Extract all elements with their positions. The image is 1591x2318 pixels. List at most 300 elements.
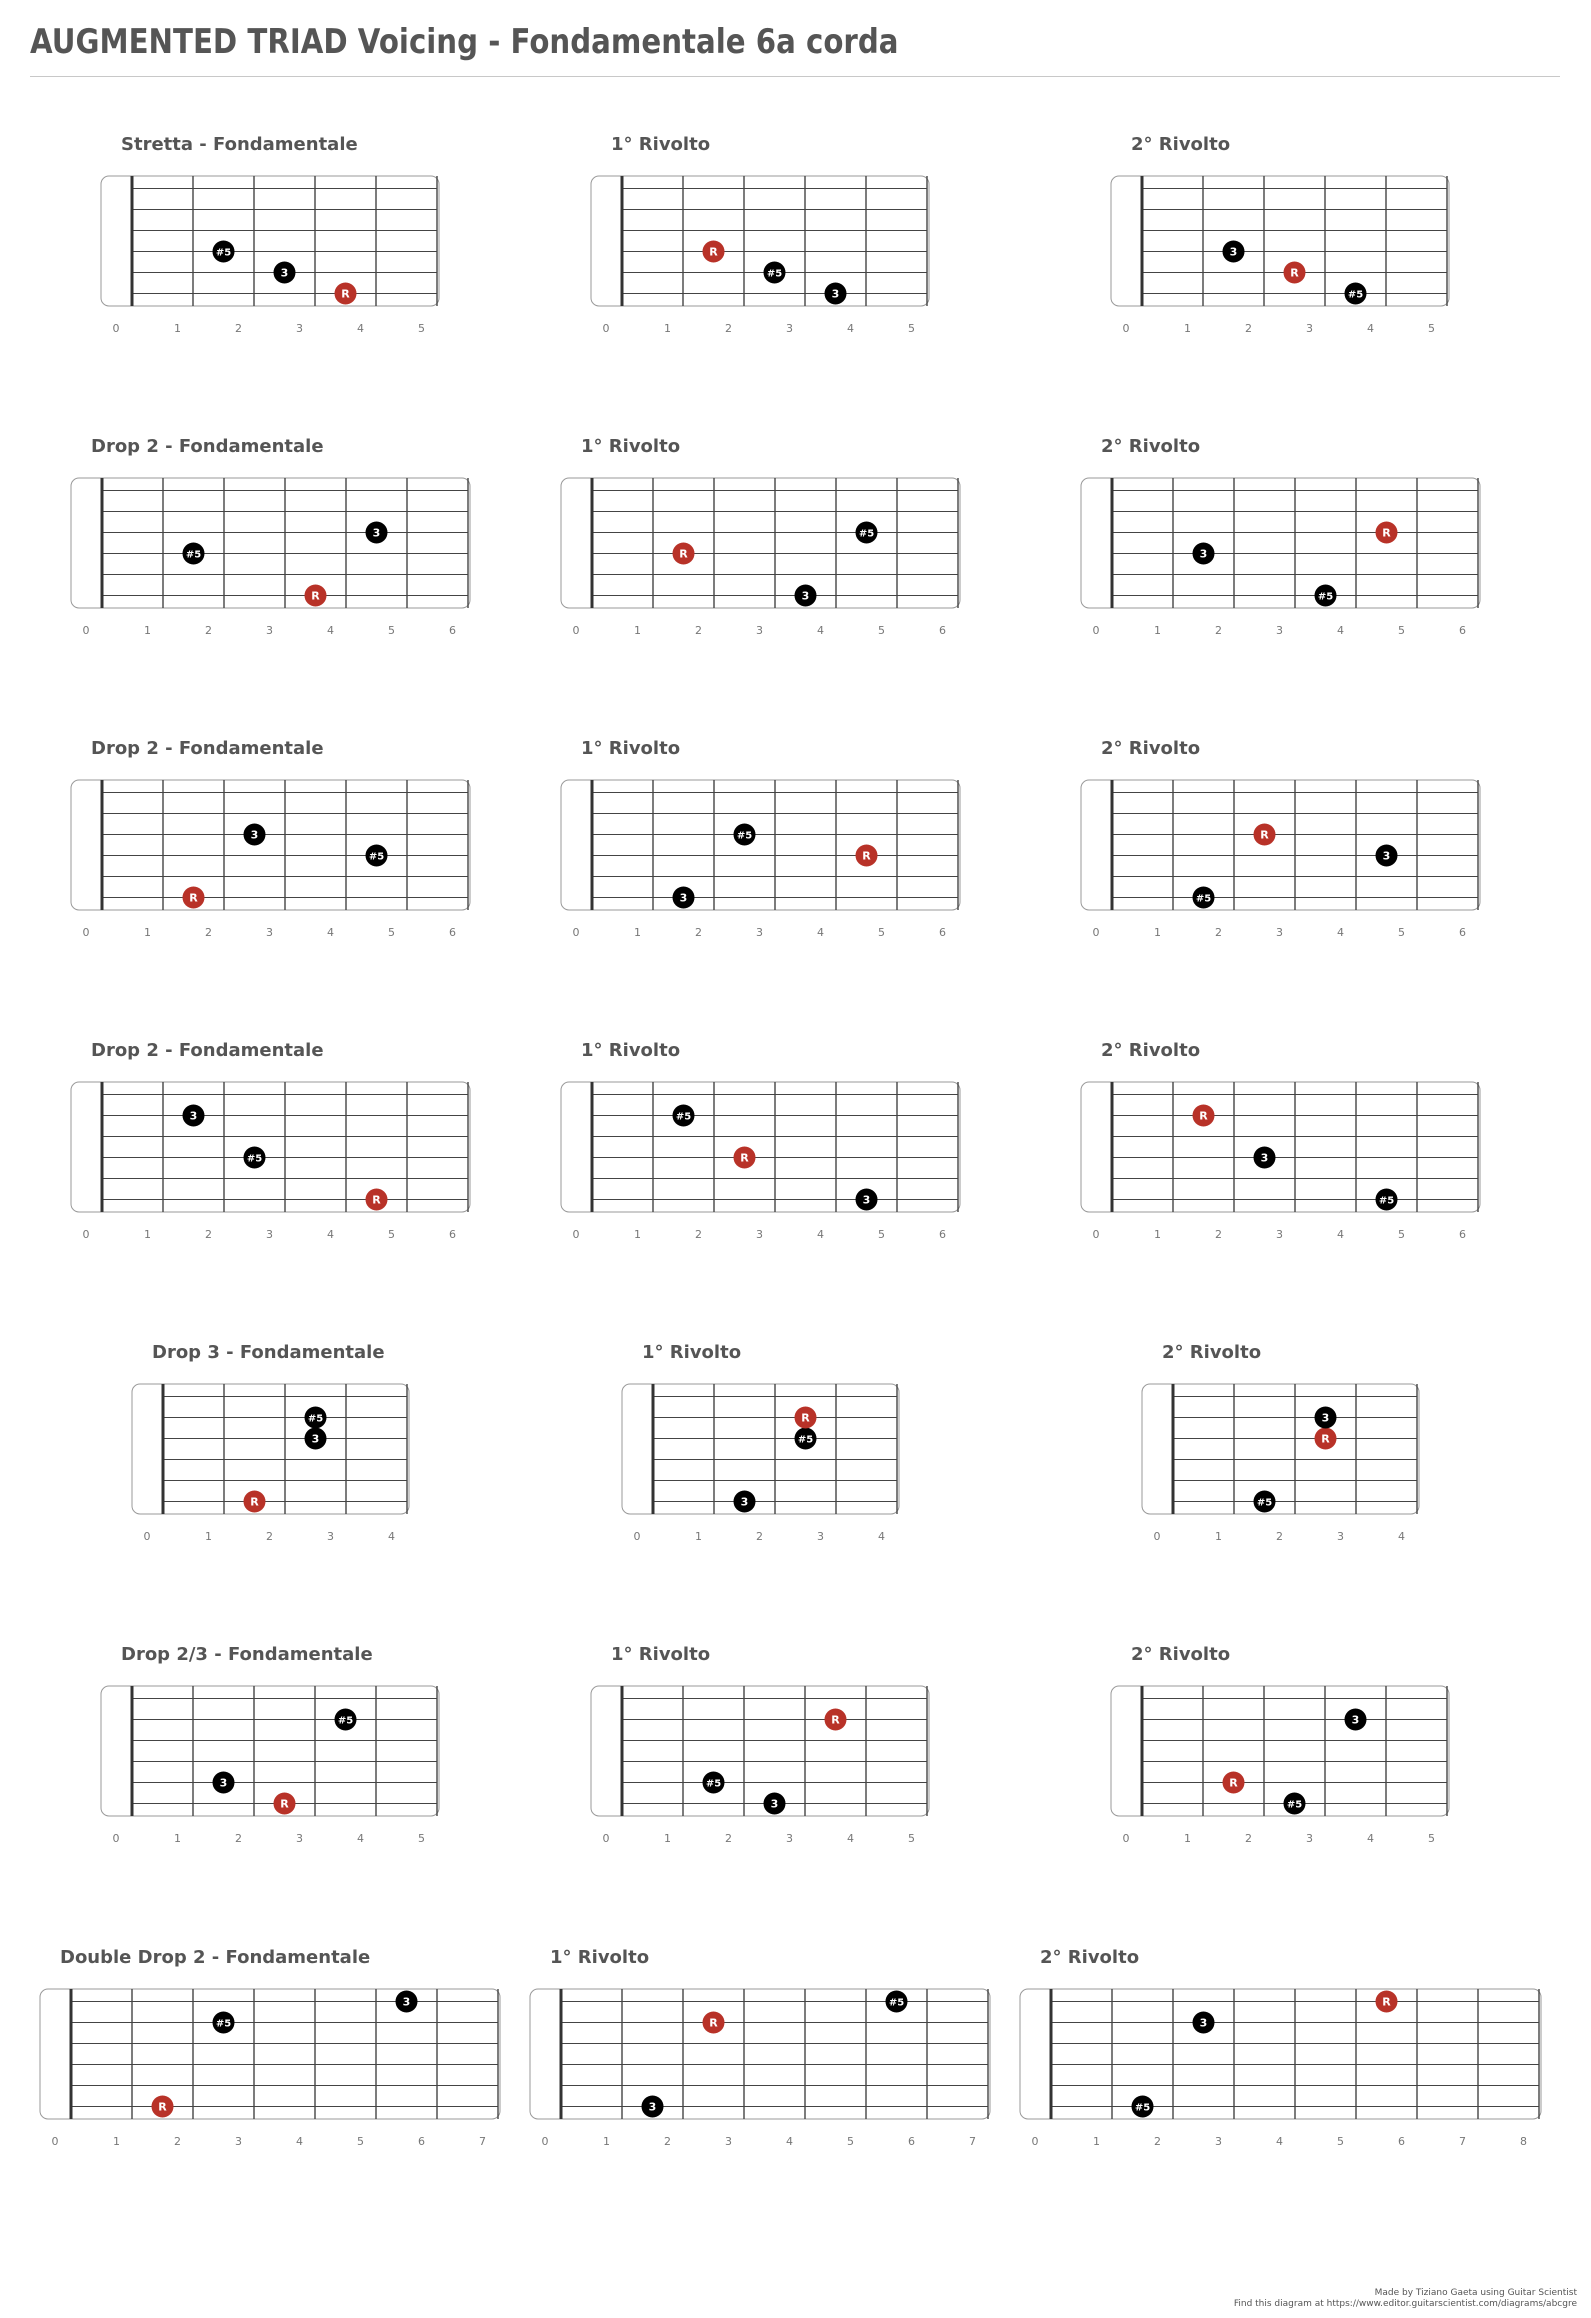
note-dot xyxy=(274,1793,296,1815)
fret-number: 5 xyxy=(847,2135,854,2148)
fret-number: 3 xyxy=(756,624,763,637)
fret-number: 5 xyxy=(908,322,915,335)
fret-number: 1 xyxy=(144,1228,151,1241)
diagram-label: 1° Rivolto xyxy=(581,738,681,759)
fret-number: 1 xyxy=(205,1530,212,1543)
note-dot xyxy=(703,1772,725,1794)
note-label: #5 xyxy=(1256,1497,1273,1509)
note-label: R xyxy=(709,245,718,259)
fret-number: 1 xyxy=(1184,1832,1191,1845)
fretboard-border xyxy=(591,176,929,306)
note-label: 3 xyxy=(1199,2016,1208,2030)
note-label: R xyxy=(189,891,198,905)
diagram-label: Drop 2/3 - Fondamentale xyxy=(121,1644,373,1665)
fret-number: 4 xyxy=(327,926,334,939)
footer-credit: Made by Tiziano Gaeta using Guitar Scientist xyxy=(1374,2288,1577,2298)
fret-number: 1 xyxy=(603,2135,610,2148)
fret-number: 2 xyxy=(205,624,212,637)
fret-number: 6 xyxy=(939,1228,946,1241)
note-label: #5 xyxy=(675,1111,692,1123)
fret-number: 0 xyxy=(602,1832,610,1845)
fret-number: 4 xyxy=(847,322,854,335)
footer-link[interactable]: Find this diagram at https://www.editor.guitarscientist.com/diagrams/abcgre xyxy=(1233,2299,1577,2309)
note-label: #5 xyxy=(307,1413,324,1425)
note-dot xyxy=(183,887,205,909)
fret-number: 3 xyxy=(756,1228,763,1241)
note-dot xyxy=(213,1772,235,1794)
fretboard-border xyxy=(1081,478,1480,608)
fret-number: 2 xyxy=(695,624,702,637)
note-dot xyxy=(366,1189,388,1211)
footer xyxy=(1234,2288,1577,2310)
fret-number: 8 xyxy=(1520,2135,1527,2148)
fret-number: 0 xyxy=(541,2135,549,2148)
fret-number: 2 xyxy=(205,926,212,939)
chord-diagram xyxy=(561,738,960,939)
note-label: #5 xyxy=(1134,2102,1151,2114)
note-label: 3 xyxy=(189,1109,198,1123)
diagram-label: 2° Rivolto xyxy=(1101,436,1201,457)
fretboard-border xyxy=(1081,1082,1480,1212)
chord-diagram xyxy=(1111,134,1449,335)
fretboard-border xyxy=(1081,780,1480,910)
fret-number: 3 xyxy=(1306,1832,1313,1845)
note-dot xyxy=(1315,585,1337,607)
fret-number: 1 xyxy=(144,926,151,939)
fret-number: 5 xyxy=(388,624,395,637)
fret-number: 0 xyxy=(1031,2135,1039,2148)
fretboard-border xyxy=(561,1082,960,1212)
fret-number: 1 xyxy=(634,926,641,939)
note-label: R xyxy=(311,589,320,603)
note-label: R xyxy=(1321,1432,1330,1446)
chord-diagram xyxy=(561,436,960,637)
note-dot xyxy=(1376,1189,1398,1211)
fret-number: 0 xyxy=(112,1832,120,1845)
chord-diagram xyxy=(1020,1947,1541,2148)
diagram-label: 2° Rivolto xyxy=(1131,134,1231,155)
chord-diagram xyxy=(1142,1342,1419,1543)
fret-number: 1 xyxy=(695,1530,702,1543)
chord-diagram xyxy=(591,134,929,335)
fret-number: 6 xyxy=(939,624,946,637)
diagram-label: 2° Rivolto xyxy=(1040,1947,1140,1968)
fret-number: 4 xyxy=(817,624,824,637)
fret-number: 0 xyxy=(82,926,90,939)
diagram-label: 2° Rivolto xyxy=(1162,1342,1262,1363)
note-dot xyxy=(274,262,296,284)
fret-number: 2 xyxy=(205,1228,212,1241)
note-dot xyxy=(1193,1105,1215,1127)
fret-number: 4 xyxy=(817,926,824,939)
fret-number: 1 xyxy=(1215,1530,1222,1543)
fret-number: 6 xyxy=(418,2135,425,2148)
fret-number: 5 xyxy=(908,1832,915,1845)
diagram-label: 1° Rivolto xyxy=(550,1947,650,1968)
fretboard-border xyxy=(71,1082,470,1212)
chord-diagram xyxy=(530,1947,990,2148)
note-dot xyxy=(642,2096,664,2118)
fret-number: 4 xyxy=(1337,926,1344,939)
note-label: R xyxy=(1382,1995,1391,2009)
note-dot xyxy=(825,283,847,305)
diagram-label: Drop 2 - Fondamentale xyxy=(91,1040,324,1061)
note-dot xyxy=(305,1428,327,1450)
note-label: R xyxy=(341,287,350,301)
note-dot xyxy=(764,1793,786,1815)
fret-number: 5 xyxy=(1428,322,1435,335)
diagram-label: 2° Rivolto xyxy=(1101,1040,1201,1061)
fret-number: 0 xyxy=(1122,1832,1130,1845)
note-dot xyxy=(335,1709,357,1731)
note-label: 3 xyxy=(372,526,381,540)
fret-number: 2 xyxy=(725,1832,732,1845)
note-label: R xyxy=(831,1713,840,1727)
fret-number: 5 xyxy=(1428,1832,1435,1845)
note-dot xyxy=(1223,1772,1245,1794)
chord-diagram xyxy=(101,134,439,335)
fret-number: 3 xyxy=(1215,2135,1222,2148)
note-label: #5 xyxy=(185,549,202,561)
note-dot xyxy=(1193,2012,1215,2034)
note-label: #5 xyxy=(705,1778,722,1790)
note-label: #5 xyxy=(736,830,753,842)
fret-number: 1 xyxy=(1093,2135,1100,2148)
fret-number: 0 xyxy=(572,1228,580,1241)
fret-number: 2 xyxy=(235,1832,242,1845)
chord-diagram xyxy=(71,1040,470,1241)
fret-number: 0 xyxy=(82,624,90,637)
fretboard-border xyxy=(1111,176,1449,306)
fret-number: 4 xyxy=(1276,2135,1283,2148)
note-dot xyxy=(1254,1147,1276,1169)
fret-number: 5 xyxy=(1398,624,1405,637)
fret-number: 6 xyxy=(1459,1228,1466,1241)
note-dot xyxy=(1315,1407,1337,1429)
note-dot xyxy=(1193,543,1215,565)
fret-number: 6 xyxy=(449,1228,456,1241)
fret-number: 2 xyxy=(664,2135,671,2148)
note-label: 3 xyxy=(1229,245,1238,259)
note-label: R xyxy=(1199,1109,1208,1123)
chord-diagram xyxy=(132,1342,409,1543)
fret-number: 4 xyxy=(817,1228,824,1241)
fret-number: 2 xyxy=(756,1530,763,1543)
note-label: #5 xyxy=(1195,893,1212,905)
chord-diagram xyxy=(591,1644,929,1845)
note-dot xyxy=(1315,1428,1337,1450)
fret-number: 3 xyxy=(1276,1228,1283,1241)
note-label: R xyxy=(679,547,688,561)
fret-number: 0 xyxy=(112,322,120,335)
note-dot xyxy=(1376,845,1398,867)
note-label: #5 xyxy=(337,1715,354,1727)
fret-number: 3 xyxy=(266,1228,273,1241)
note-dot xyxy=(396,1991,418,2013)
note-label: R xyxy=(1229,1776,1238,1790)
note-label: 3 xyxy=(648,2100,657,2114)
fret-number: 2 xyxy=(1245,1832,1252,1845)
fret-number: 3 xyxy=(786,1832,793,1845)
fret-number: 2 xyxy=(174,2135,181,2148)
fret-number: 5 xyxy=(388,1228,395,1241)
fretboard-border xyxy=(530,1989,990,2119)
fretboard-border xyxy=(591,1686,929,1816)
chord-diagram xyxy=(561,1040,960,1241)
note-dot xyxy=(183,543,205,565)
note-dot xyxy=(795,1407,817,1429)
fret-number: 4 xyxy=(388,1530,395,1543)
note-dot xyxy=(703,241,725,263)
note-dot xyxy=(1345,1709,1367,1731)
fret-number: 0 xyxy=(572,926,580,939)
note-dot xyxy=(1132,2096,1154,2118)
note-dot xyxy=(795,585,817,607)
note-label: R xyxy=(740,1151,749,1165)
fret-number: 2 xyxy=(1154,2135,1161,2148)
note-label: #5 xyxy=(215,2018,232,2030)
fret-number: 5 xyxy=(1398,926,1405,939)
fret-number: 6 xyxy=(449,926,456,939)
note-dot xyxy=(305,585,327,607)
fret-number: 5 xyxy=(1337,2135,1344,2148)
note-label: #5 xyxy=(246,1153,263,1165)
fret-number: 4 xyxy=(1367,1832,1374,1845)
fret-number: 6 xyxy=(1459,624,1466,637)
note-label: #5 xyxy=(1317,591,1334,603)
fret-number: 4 xyxy=(1337,1228,1344,1241)
fret-number: 3 xyxy=(296,1832,303,1845)
fret-number: 3 xyxy=(756,926,763,939)
fret-number: 1 xyxy=(174,322,181,335)
fret-number: 0 xyxy=(1122,322,1130,335)
note-dot xyxy=(1254,1491,1276,1513)
fret-number: 6 xyxy=(908,2135,915,2148)
fret-number: 0 xyxy=(1092,624,1100,637)
note-dot xyxy=(1254,824,1276,846)
note-dot xyxy=(244,1491,266,1513)
chord-diagram xyxy=(622,1342,899,1543)
fret-number: 4 xyxy=(1398,1530,1405,1543)
fret-number: 4 xyxy=(357,322,364,335)
note-label: R xyxy=(1382,526,1391,540)
diagram-label: Stretta - Fondamentale xyxy=(121,134,358,155)
note-label: #5 xyxy=(1378,1195,1395,1207)
note-label: 3 xyxy=(801,589,810,603)
note-dot xyxy=(1376,522,1398,544)
fret-number: 5 xyxy=(357,2135,364,2148)
note-dot xyxy=(734,1491,756,1513)
chord-diagram xyxy=(1111,1644,1449,1845)
chord-diagram xyxy=(101,1644,439,1845)
note-dot xyxy=(673,543,695,565)
note-dot xyxy=(795,1428,817,1450)
fret-number: 4 xyxy=(878,1530,885,1543)
fret-number: 1 xyxy=(664,322,671,335)
chord-diagram xyxy=(1081,436,1480,637)
fret-number: 0 xyxy=(1092,926,1100,939)
fretboard-border xyxy=(561,478,960,608)
diagram-label: Drop 3 - Fondamentale xyxy=(152,1342,385,1363)
fret-number: 5 xyxy=(878,1228,885,1241)
fret-number: 2 xyxy=(1215,624,1222,637)
fret-number: 1 xyxy=(634,624,641,637)
note-dot xyxy=(366,522,388,544)
note-label: R xyxy=(280,1797,289,1811)
diagram-label: 1° Rivolto xyxy=(611,1644,711,1665)
note-dot xyxy=(673,887,695,909)
fret-number: 2 xyxy=(266,1530,273,1543)
diagram-label: 1° Rivolto xyxy=(581,436,681,457)
note-label: 3 xyxy=(1260,1151,1269,1165)
note-label: 3 xyxy=(1351,1713,1360,1727)
note-dot xyxy=(152,2096,174,2118)
fret-number: 3 xyxy=(327,1530,334,1543)
note-label: 3 xyxy=(1382,849,1391,863)
fret-number: 4 xyxy=(327,1228,334,1241)
fret-number: 7 xyxy=(969,2135,976,2148)
note-label: R xyxy=(250,1495,259,1509)
fretboard-border xyxy=(71,478,470,608)
diagram-label: 1° Rivolto xyxy=(611,134,711,155)
note-dot xyxy=(673,1105,695,1127)
fret-number: 5 xyxy=(388,926,395,939)
fret-number: 2 xyxy=(695,1228,702,1241)
fretboard-border xyxy=(40,1989,500,2119)
note-label: 3 xyxy=(250,828,259,842)
fret-number: 1 xyxy=(1154,926,1161,939)
note-dot xyxy=(856,845,878,867)
fret-number: 4 xyxy=(847,1832,854,1845)
note-dot xyxy=(734,1147,756,1169)
note-label: 3 xyxy=(679,891,688,905)
chord-diagram xyxy=(40,1947,500,2148)
fret-number: 2 xyxy=(725,322,732,335)
fret-number: 1 xyxy=(664,1832,671,1845)
fret-number: 0 xyxy=(1092,1228,1100,1241)
chord-diagram xyxy=(1081,738,1480,939)
fret-number: 5 xyxy=(418,1832,425,1845)
note-dot xyxy=(856,1189,878,1211)
note-label: #5 xyxy=(215,247,232,259)
fret-number: 0 xyxy=(143,1530,151,1543)
fret-number: 6 xyxy=(1459,926,1466,939)
fret-number: 3 xyxy=(296,322,303,335)
fret-number: 0 xyxy=(633,1530,641,1543)
fretboard-border xyxy=(622,1384,899,1514)
note-label: #5 xyxy=(368,851,385,863)
diagram-label: Drop 2 - Fondamentale xyxy=(91,738,324,759)
fret-number: 3 xyxy=(817,1530,824,1543)
note-dot xyxy=(1223,241,1245,263)
note-dot xyxy=(335,283,357,305)
note-label: R xyxy=(372,1193,381,1207)
note-label: #5 xyxy=(858,528,875,540)
fret-number: 1 xyxy=(634,1228,641,1241)
note-dot xyxy=(1284,262,1306,284)
fretboard-border xyxy=(1111,1686,1449,1816)
note-label: #5 xyxy=(888,1997,905,2009)
diagram-label: Drop 2 - Fondamentale xyxy=(91,436,324,457)
note-label: #5 xyxy=(766,268,783,280)
chord-diagram xyxy=(1081,1040,1480,1241)
fret-number: 2 xyxy=(695,926,702,939)
fret-number: 1 xyxy=(113,2135,120,2148)
note-dot xyxy=(183,1105,205,1127)
fretboard-border xyxy=(71,780,470,910)
fret-number: 3 xyxy=(1337,1530,1344,1543)
fret-number: 4 xyxy=(786,2135,793,2148)
note-dot xyxy=(1193,887,1215,909)
fret-number: 3 xyxy=(266,926,273,939)
note-label: R xyxy=(158,2100,167,2114)
fret-number: 4 xyxy=(327,624,334,637)
note-label: 3 xyxy=(1321,1411,1330,1425)
fret-number: 2 xyxy=(1245,322,1252,335)
fret-number: 3 xyxy=(725,2135,732,2148)
note-dot xyxy=(1376,1991,1398,2013)
note-dot xyxy=(886,1991,908,2013)
fret-number: 4 xyxy=(357,1832,364,1845)
note-label: R xyxy=(709,2016,718,2030)
note-label: R xyxy=(801,1411,810,1425)
note-dot xyxy=(213,2012,235,2034)
note-label: R xyxy=(1260,828,1269,842)
fretboard-border xyxy=(101,1686,439,1816)
fret-number: 0 xyxy=(51,2135,59,2148)
note-dot xyxy=(1345,283,1367,305)
note-label: R xyxy=(862,849,871,863)
page-title: AUGMENTED TRIAD Voicing - Fondamentale 6a corda xyxy=(30,22,899,62)
fret-number: 3 xyxy=(235,2135,242,2148)
diagram-label: 2° Rivolto xyxy=(1131,1644,1231,1665)
fret-number: 2 xyxy=(1276,1530,1283,1543)
note-label: 3 xyxy=(219,1776,228,1790)
note-dot xyxy=(1284,1793,1306,1815)
fret-number: 3 xyxy=(266,624,273,637)
note-label: 3 xyxy=(1199,547,1208,561)
note-dot xyxy=(734,824,756,846)
fret-number: 4 xyxy=(1367,322,1374,335)
note-label: 3 xyxy=(862,1193,871,1207)
note-label: 3 xyxy=(402,1995,411,2009)
fret-number: 6 xyxy=(449,624,456,637)
note-dot xyxy=(856,522,878,544)
chord-diagram xyxy=(71,738,470,939)
note-label: 3 xyxy=(311,1432,320,1446)
diagram-label: 1° Rivolto xyxy=(642,1342,742,1363)
fret-number: 7 xyxy=(1459,2135,1466,2148)
fret-number: 3 xyxy=(1276,624,1283,637)
note-dot xyxy=(213,241,235,263)
note-label: 3 xyxy=(770,1797,779,1811)
note-label: 3 xyxy=(831,287,840,301)
fret-number: 5 xyxy=(878,926,885,939)
fretboard-border xyxy=(1020,1989,1541,2119)
note-dot xyxy=(825,1709,847,1731)
fret-number: 1 xyxy=(174,1832,181,1845)
fret-number: 5 xyxy=(418,322,425,335)
chord-diagram xyxy=(71,436,470,637)
diagram-label: 1° Rivolto xyxy=(581,1040,681,1061)
fret-number: 6 xyxy=(1398,2135,1405,2148)
fretboard-border xyxy=(132,1384,409,1514)
note-dot xyxy=(366,845,388,867)
fret-number: 1 xyxy=(1154,1228,1161,1241)
fretboard-border xyxy=(1142,1384,1419,1514)
fret-number: 4 xyxy=(1337,624,1344,637)
note-label: 3 xyxy=(740,1495,749,1509)
